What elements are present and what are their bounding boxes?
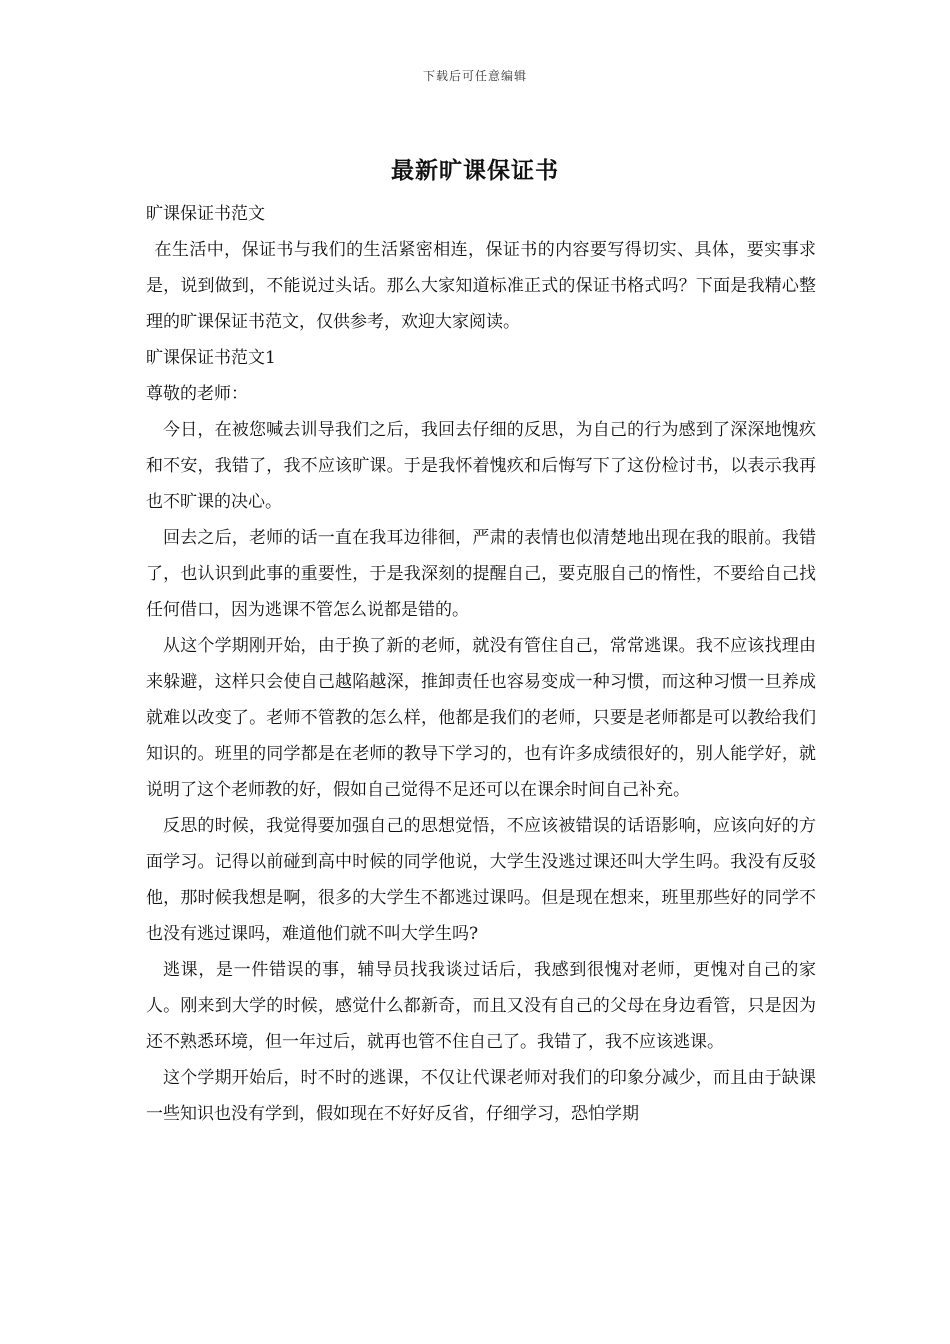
page-header: 下载后可任意编辑 — [422, 69, 527, 83]
body-paragraph: 今日，在被您喊去训导我们之后，我回去仔细的反思，为自己的行为感到了深深地愧疚和不安，我错了，我不应该旷课。于是我怀着愧疚和后悔写下了这份检讨书，以表示我再也不旷课的决心。 — [146, 420, 816, 512]
salutation: 尊敬的老师： — [146, 384, 248, 404]
document-title: 最新旷课保证书 — [391, 157, 559, 184]
body-paragraph: 从这个学期刚开始，由于换了新的老师，就没有管住自己，常常逃课。我不应该找理由来躲避，这样只会使自己越陷越深，推卸责任也容易变成一种习惯，而这种习惯一旦养成就难以改变了。老师不管教的怎么样，他都是我们的老师，只要是老师都是可以教给我们知识的。班里的同学都是在老师的教导下学习的，也有许多成绩很好的，别人能学好，就说明了这个老师教的好，假如自己觉得不足还可以在课余时间自己补充。 — [146, 636, 816, 800]
body-paragraph: 反思的时候，我觉得要加强自己的思想觉悟，不应该被错误的话语影响，应该向好的方面学习。记得以前碰到高中时候的同学他说，大学生没逃过课还叫大学生吗。我没有反驳他，那时候我想是啊，很多的大学生不都逃过课吗。但是现在想来，班里那些好的同学不也没有逃过课吗，难道他们就不叫大学生吗? — [146, 816, 816, 944]
body-paragraph: 回去之后，老师的话一直在我耳边徘徊，严肃的表情也似清楚地出现在我的眼前。我错了，也认识到此事的重要性，于是我深刻的提醒自己，要克服自己的惰性，不要给自己找任何借口，因为逃课不管怎么说都是错的。 — [146, 528, 816, 620]
body-paragraph: 逃课，是一件错误的事，辅导员找我谈过话后，我感到很愧对老师，更愧对自己的家人。刚来到大学的时候，感觉什么都新奇，而且又没有自己的父母在身边看管，只是因为还不熟悉环境，但一年过后，就再也管不住自己了。我错了，我不应该逃课。 — [146, 960, 816, 1052]
body-paragraph: 这个学期开始后，时不时的逃课，不仅让代课老师对我们的印象分减少，而且由于缺课一些知识也没有学到，假如现在不好好反省，仔细学习，恐怕学期 — [146, 1068, 816, 1124]
intro-paragraph: 在生活中，保证书与我们的生活紧密相连，保证书的内容要写得切实、具体，要实事求是，说到做到，不能说过头话。那么大家知道标准正式的保证书格式吗？下面是我精心整理的旷课保证书范文，仅供参考，欢迎大家阅读。 — [146, 240, 816, 332]
document-body — [146, 196, 816, 1132]
section-heading: 旷课保证书范文 — [146, 204, 265, 224]
sample-title: 旷课保证书范文1 — [146, 348, 276, 368]
